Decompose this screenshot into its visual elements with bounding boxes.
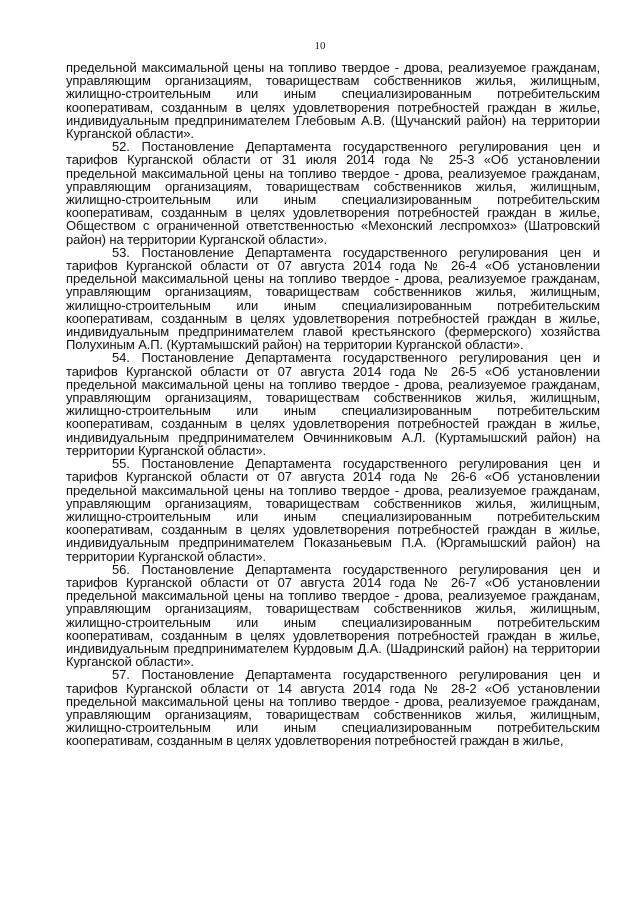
paragraph-item-52: 52. Постановление Департамента государственного регулирования цен и тарифов Курганской области от 31 июля 2014 года № 25-3 «Об установлении предельной максимальной цены на топливо твердое - дрова, реализуемое гражданам, управляющим организациям, товариществам собственников жилья, жилищным, жилищно-строительным или иным специализированным потребительским кооперативам, созданным в целях удовлетворения потребностей граждан в жилье, Обществом с ограниченной ответственностью «Мехонский леспромхоз» (Шатровский район) на территории Курганской области».	[66, 139, 600, 247]
document-body	[66, 61, 600, 748]
paragraph-item-54: 54. Постановление Департамента государственного регулирования цен и тарифов Курганской области от 07 августа 2014 года № 26-5 «Об установлении предельной максимальной цены на топливо твердое - дрова, реализуемое гражданам, управляющим организациям, товариществам собственников жилья, жилищным, жилищно-строительным или иным специализированным потребительским кооперативам, созданным в целях удовлетворения потребностей граждан в жилье, индивидуальным предпринимателем Овчинниковым А.Л. (Куртамышский район) на территории Курганской области».	[66, 350, 600, 458]
page-number: 10	[314, 40, 326, 52]
paragraph-item-53: 53. Постановление Департамента государственного регулирования цен и тарифов Курганской области от 07 августа 2014 года № 26-4 «Об установлении предельной максимальной цены на топливо твердое - дрова, реализуемое гражданам, управляющим организациям, товариществам собственников жилья, жилищным, жилищно-строительным или иным специализированным потребительским кооперативам, созданным в целях удовлетворения потребностей граждан в жилье, индивидуальным предпринимателем главой крестьянского (фермерского) хозяйства Полухиным А.П. (Куртамышский район) на территории Курганской области».	[66, 244, 600, 353]
paragraph-item-56: 56. Постановление Департамента государственного регулирования цен и тарифов Курганской области от 07 августа 2014 года № 26-7 «Об установлении предельной максимальной цены на топливо твердое - дрова, реализуемое гражданам, управляющим организациям, товариществам собственников жилья, жилищным, жилищно-строительным или иным специализированным потребительским кооперативам, созданным в целях удовлетворения потребностей граждан в жилье, индивидуальным предпринимателем Курдовым Д.А. (Шадринский район) на территории Курганской области».	[66, 561, 600, 670]
paragraph-continuation: предельной максимальной цены на топливо твердое - дрова, реализуемое гражданам, управляющим организациям, товариществам собственников жилья, жилищным, жилищно-строительным или иным специализированным потребительским кооперативам, созданным в целях удовлетворения потребностей граждан в жилье, индивидуальным предпринимателем Глебовым А.В. (Щучанский район) на территории Курганской области».	[66, 60, 600, 142]
paragraph-item-55: 55. Постановление Департамента государственного регулирования цен и тарифов Курганской области от 07 августа 2014 года № 26-6 «Об установлении предельной максимальной цены на топливо твердое - дрова, реализуемое гражданам, управляющим организациям, товариществам собственников жилья, жилищным, жилищно-строительным или иным специализированным потребительским кооперативам, созданным в целях удовлетворения потребностей граждан в жилье, индивидуальным предпринимателем Показаньевым П.А. (Юргамышский район) на территории Курганской области».	[66, 456, 600, 564]
paragraph-item-57: 57. Постановление Департамента государственного регулирования цен и тарифов Курганской области от 14 августа 2014 года № 28-2 «Об установлении предельной максимальной цены на топливо твердое - дрова, реализуемое гражданам, управляющим организациям, товариществам собственников жилья, жилищным, жилищно-строительным или иным специализированным потребительским кооперативам, созданным в целях удовлетворения потребностей граждан в жилье,	[66, 667, 600, 749]
